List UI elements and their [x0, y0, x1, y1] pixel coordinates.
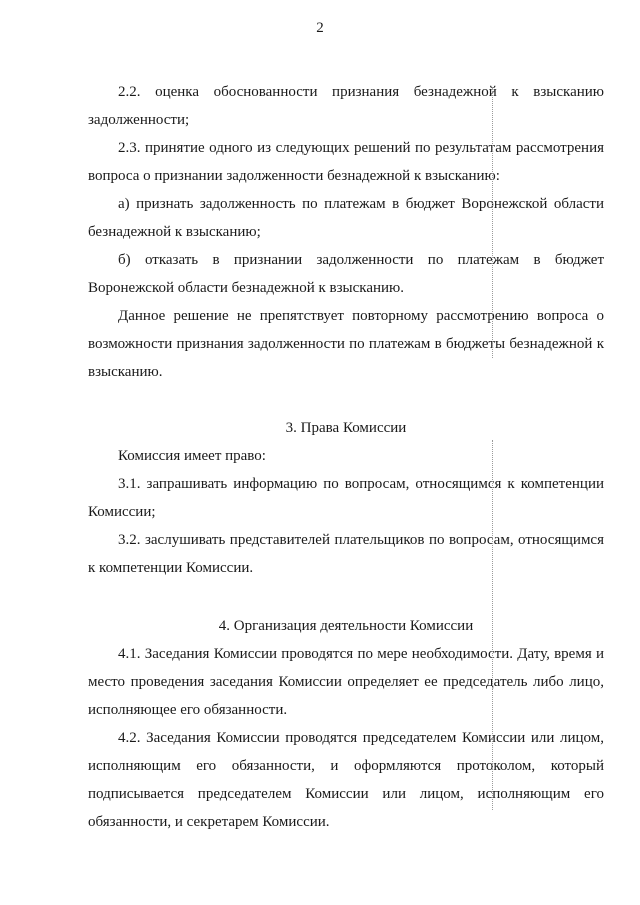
paragraph-3-1: 3.1. запрашивать информацию по вопросам, относящимся к компетенции Комиссии;	[88, 476, 604, 520]
paragraph-decision-note: Данное решение не препятствует повторному рассмотрению вопроса о возможности признания задолженности по платежам в бюджеты безнадежной к взысканию.	[88, 308, 604, 380]
paragraph-2-3-a: а) признать задолженность по платежам в бюджет Воронежской области безнадежной к взысканию;	[88, 196, 604, 240]
paragraph-4-1: 4.1. Заседания Комиссии проводятся по мере необходимости. Дату, время и место проведения заседания Комиссии определяет ее председатель либо лицо, исполняющее его обязанности.	[88, 646, 604, 718]
paragraph-commission-rights-intro: Комиссия имеет право:	[118, 448, 266, 464]
paragraph-3-2: 3.2. заслушивать представителей плательщиков по вопросам, относящимся к компетенции Комиссии.	[88, 532, 604, 576]
scan-artifact-line	[492, 88, 493, 358]
paragraph-2-2: 2.2. оценка обоснованности признания безнадежной к взысканию задолженности;	[88, 84, 604, 128]
paragraph-2-3: 2.3. принятие одного из следующих решений по результатам рассмотрения вопроса о признании задолженности безнадежной к взысканию:	[88, 140, 604, 184]
section-3-heading: 3. Права Комиссии	[285, 420, 407, 436]
section-4-heading: 4. Организация деятельности Комиссии	[218, 618, 474, 634]
page-number: 2	[316, 20, 324, 36]
section-spacer	[88, 582, 604, 612]
paragraph-2-3-b: б) отказать в признании задолженности по платежам в бюджет Воронежской области безнадежной к взысканию.	[88, 252, 604, 296]
scan-artifact-line	[492, 440, 493, 810]
document-body	[88, 78, 604, 836]
section-spacer	[88, 386, 604, 414]
paragraph-4-2: 4.2. Заседания Комиссии проводятся председателем Комиссии или лицом, исполняющим его обязанности, и оформляются протоколом, который подписывается председателем Комиссии или лицом, исполняющим его обязанности, и секретарем Комиссии.	[88, 730, 604, 830]
